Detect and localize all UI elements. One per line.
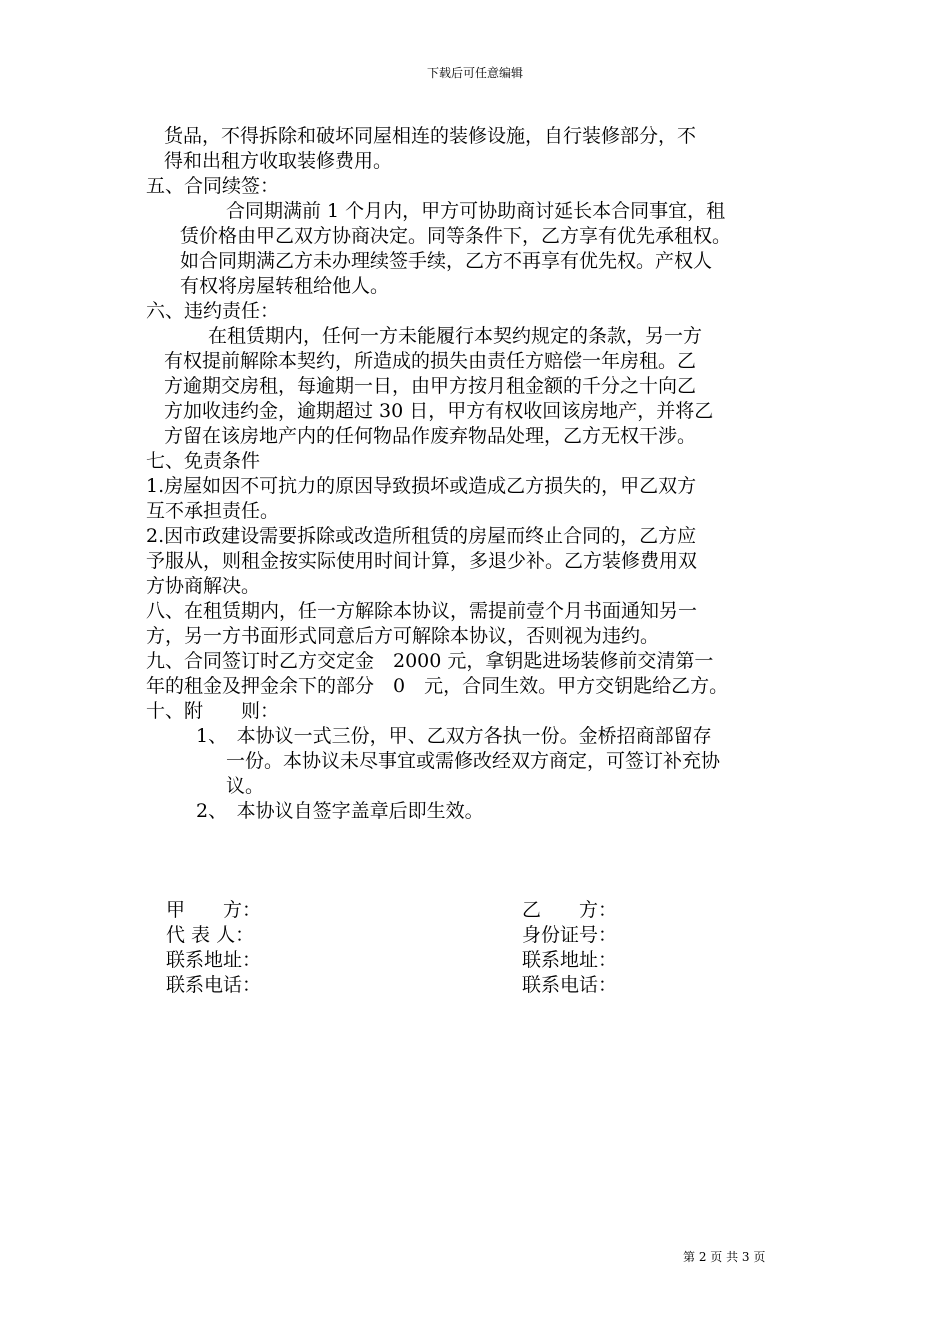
text-line: 货品，不得拆除和破坏同屋相连的装修设施，自行装修部分，不: [164, 125, 697, 147]
text-line: 予服从，则租金按实际使用时间计算，多退少补。乙方装修费用双: [146, 550, 698, 572]
text-line: 如合同期满乙方未办理续签手续，乙方不再享有优先权。产权人: [180, 250, 713, 272]
party-b-field-label: 身份证号：: [522, 924, 618, 946]
text-line: 得和出租方收取装修费用。: [164, 150, 393, 172]
text-line: 1、 本协议一式三份，甲、乙双方各执一份。金桥招商部留存: [196, 725, 712, 747]
text-line: 在租赁期内，任何一方未能履行本契约规定的条款，另一方: [208, 325, 703, 347]
text-line: 有权将房屋转租给他人。: [180, 275, 390, 297]
text-line: 有权提前解除本契约，所造成的损失由责任方赔偿一年房租。乙: [164, 350, 697, 372]
party-a-field-label: 联系地址：: [166, 949, 262, 971]
text-line: 一份。本协议未尽事宜或需修改经双方商定，可签订补充协: [226, 750, 721, 772]
text-line: 议。: [226, 775, 265, 797]
document-body: [146, 124, 826, 824]
text-line: 方逾期交房租，每逾期一日，由甲方按月租金额的千分之十向乙: [164, 375, 697, 397]
text-line: 六、违约责任：: [146, 300, 280, 322]
party-a-field-label: 代 表 人：: [166, 924, 255, 946]
party-b-field-label: 乙 方：: [522, 899, 618, 921]
text-line: 九、合同签订时乙方交定金 2000 元，拿钥匙进场装修前交清第一: [146, 650, 714, 672]
page-header: 下载后可任意编辑: [426, 66, 523, 80]
text-line: 年的租金及押金余下的部分 0 元，合同生效。甲方交钥匙给乙方。: [146, 675, 729, 697]
text-line: 八、在租赁期内，任一方解除本协议，需提前壹个月书面通知另一: [146, 600, 698, 622]
party-a-signature-block: [166, 898, 261, 998]
text-line: 2.因市政建设需要拆除或改造所租赁的房屋而终止合同的，乙方应: [146, 525, 697, 547]
text-line: 方，另一方书面形式同意后方可解除本协议，否则视为违约。: [146, 625, 660, 647]
text-line: 七、免责条件: [146, 450, 261, 472]
text-line: 五、合同续签：: [146, 175, 280, 197]
text-line: 方留在该房地产内的任何物品作废弃物品处理，乙方无权干涉。: [164, 425, 697, 447]
text-line: 赁价格由甲乙双方协商决定。同等条件下，乙方享有优先承租权。: [180, 225, 732, 247]
text-line: 方协商解决。: [146, 575, 261, 597]
text-line: 1.房屋如因不可抗力的原因导致损坏或造成乙方损失的，甲乙双方: [146, 475, 697, 497]
party-b-field-label: 联系电话：: [522, 974, 618, 996]
text-line: 方加收违约金，逾期超过 30 日，甲方有权收回该房地产，并将乙: [164, 400, 714, 422]
text-line: 合同期满前 1 个月内，甲方可协助商讨延长本合同事宜，租: [226, 200, 726, 222]
party-b-signature-block: [522, 898, 617, 998]
page-footer: 第 2 页 共 3 页: [683, 1250, 766, 1264]
text-line: 十、附 则：: [146, 700, 280, 722]
party-b-field-label: 联系地址：: [522, 949, 618, 971]
party-a-field-label: 甲 方：: [166, 899, 262, 921]
party-a-field-label: 联系电话：: [166, 974, 262, 996]
text-line: 2、 本协议自签字盖章后即生效。: [196, 800, 484, 822]
text-line: 互不承担责任。: [146, 500, 280, 522]
